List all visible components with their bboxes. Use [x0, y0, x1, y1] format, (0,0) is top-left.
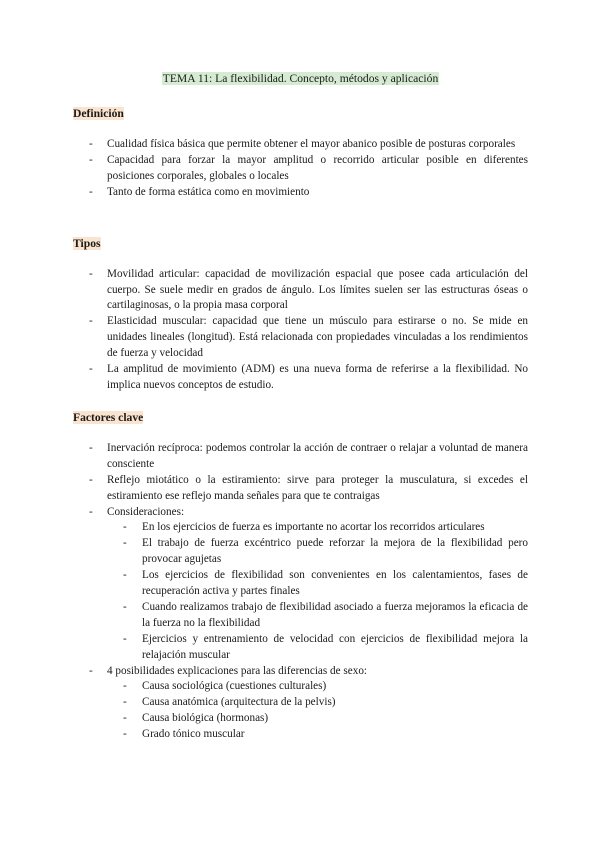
sublist-item: - El trabajo de fuerza excéntrico puede reforzar la mejora de la flexibilidad pero provocar agujetas	[107, 536, 528, 568]
sublist-item: - Causa biológica (hormonas)	[107, 711, 528, 727]
list-item-consideraciones	[73, 505, 528, 664]
sublist-item: - Causa sociológica (cuestiones culturales)	[107, 679, 528, 695]
list-item: - La amplitud de movimiento (ADM) es una nueva forma de referirse a la flexibilidad. No implica nuevos conceptos de estudio.	[73, 362, 528, 394]
sublist-item: - Cuando realizamos trabajo de flexibilidad asociado a fuerza mejoramos la eficacia de la fuerza no la flexibilidad	[107, 600, 528, 632]
list-item: - Reflejo miotático o la estiramiento: sirve para proteger la musculatura, si excedes el estiramiento ese reflejo manda señales para que te contraigas	[73, 473, 528, 505]
list-item: - Cualidad física básica que permite obtener el mayor abanico posible de posturas corporales	[73, 137, 528, 153]
list-definicion	[73, 137, 528, 201]
list-item-label: 4 posibilidades explicaciones para las diferencias de sexo:	[107, 664, 368, 677]
sublist-sexo	[107, 679, 528, 743]
sublist-consideraciones	[107, 520, 528, 663]
sublist-item: - En los ejercicios de fuerza es importante no acortar los recorridos articulares	[107, 520, 528, 536]
list-item-sexo	[73, 664, 528, 744]
list-factores	[73, 441, 528, 743]
sublist-item: - Ejercicios y entrenamiento de velocidad con ejercicios de flexibilidad mejora la relajación muscular	[107, 632, 528, 664]
list-item: - Movilidad articular: capacidad de movilización espacial que posee cada articulación del cuerpo. Se suele medir en grados de ángulo. Los límites suelen ser las estructuras óseas o cartilaginosas, o la propia masa corporal	[73, 267, 528, 315]
list-item: - Inervación recíproca: podemos controlar la acción de contraer o relajar a voluntad de manera consciente	[73, 441, 528, 473]
heading-tipos: Tipos	[73, 236, 101, 250]
page-title: TEMA 11: La flexibilidad. Concepto, métodos y aplicación	[162, 72, 439, 85]
list-item: - Elasticidad muscular: capacidad que tiene un músculo para estirarse o no. Se mide en unidades lineales (longitud). Está relacionada con propiedades vinculadas a los rendimientos de fuerza y velocidad	[73, 314, 528, 362]
sublist-item: - Los ejercicios de flexibilidad son convenientes en los calentamientos, fases de recuperación activa y partes finales	[107, 568, 528, 600]
list-item-label: Consideraciones:	[107, 505, 185, 518]
list-tipos	[73, 267, 528, 394]
sublist-item: - Grado tónico muscular	[107, 727, 528, 743]
list-item: - Tanto de forma estática como en movimiento	[73, 185, 528, 201]
list-item: - Capacidad para forzar la mayor amplitud o recorrido articular posible en diferentes posiciones corporales, globales o locales	[73, 153, 528, 185]
heading-factores: Factores clave	[73, 410, 144, 424]
heading-definicion: Definición	[73, 107, 124, 120]
sublist-item: - Causa anatómica (arquitectura de la pelvis)	[107, 695, 528, 711]
